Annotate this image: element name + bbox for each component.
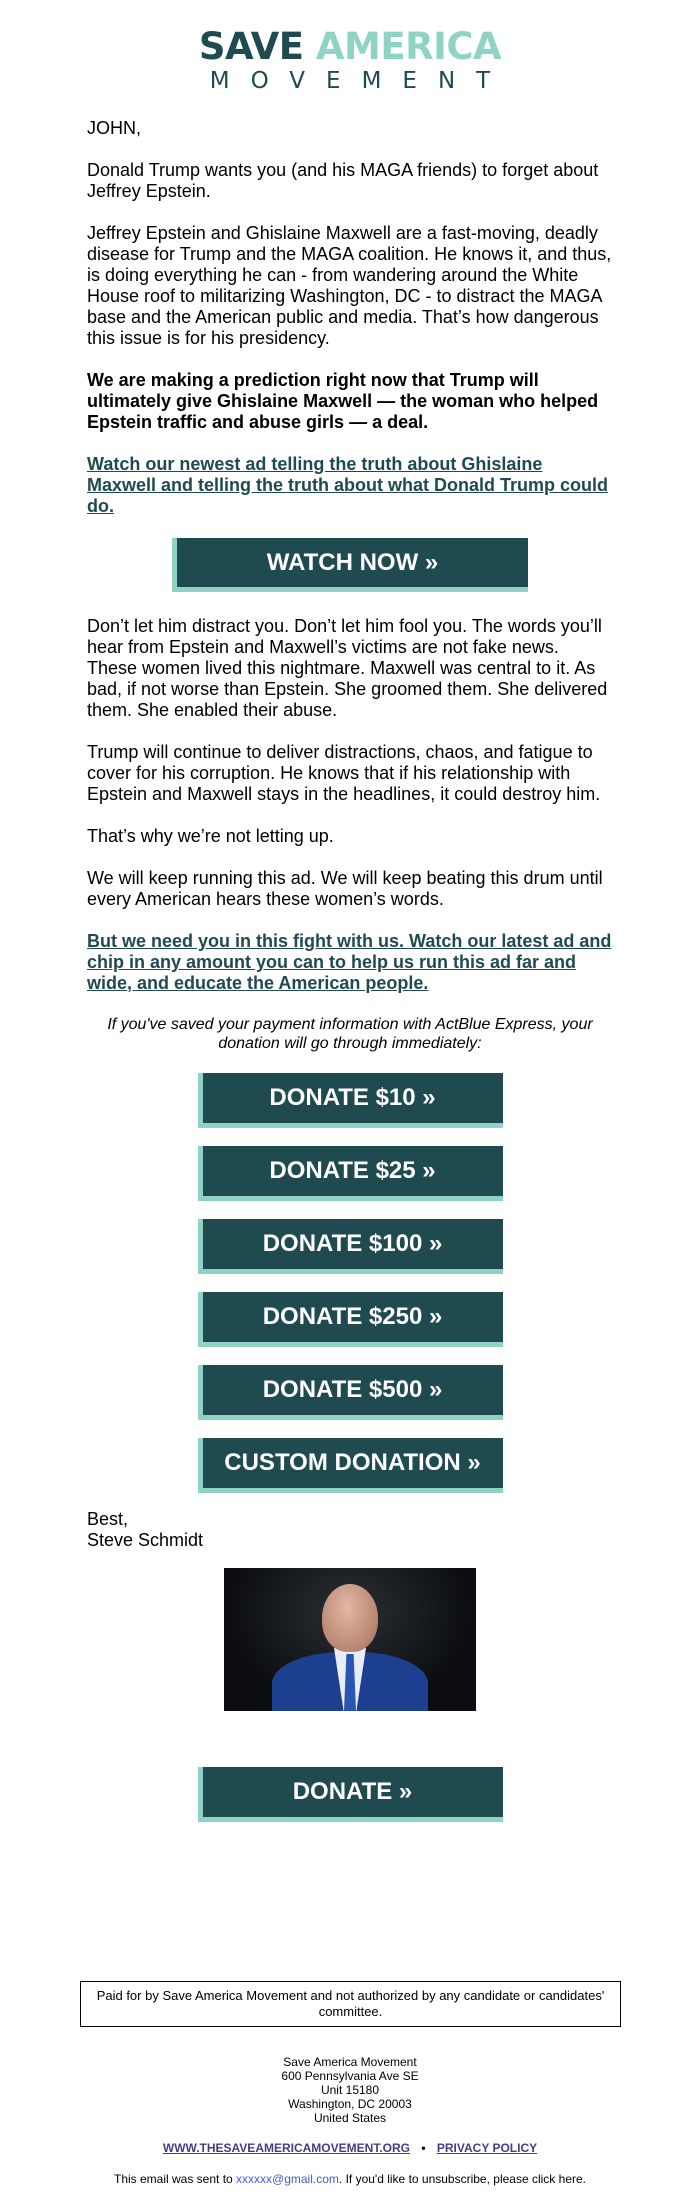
signoff-best: Best, bbox=[87, 1509, 129, 1529]
recipient-email[interactable]: xxxxxx@gmail.com bbox=[236, 2172, 339, 2186]
donate-100-button[interactable]: DONATE $100 » bbox=[198, 1219, 503, 1274]
signer-photo bbox=[224, 1568, 476, 1711]
logo-word-america: AMERICA bbox=[315, 25, 502, 68]
signoff bbox=[87, 1509, 613, 1551]
privacy-policy-link[interactable]: PRIVACY POLICY bbox=[436, 2141, 538, 2155]
actblue-note: If you've saved your payment information with ActBlue Express, your donation will go through immediately: bbox=[107, 1016, 593, 1052]
mailing-address bbox=[0, 2055, 700, 2125]
photo-head bbox=[322, 1584, 378, 1652]
paragraph-7: That’s why we’re not letting up. bbox=[87, 826, 334, 846]
signoff-name: Steve Schmidt bbox=[87, 1530, 204, 1550]
unsubscribe-line bbox=[0, 2172, 700, 2186]
footer-links bbox=[0, 2141, 700, 2155]
custom-donation-button[interactable]: CUSTOM DONATION » bbox=[198, 1438, 503, 1493]
donate-250-button[interactable]: DONATE $250 » bbox=[198, 1292, 503, 1347]
donate-buttons bbox=[87, 1073, 613, 1511]
logo bbox=[0, 27, 700, 93]
donate-25-button[interactable]: DONATE $25 » bbox=[198, 1146, 503, 1201]
watch-now-button[interactable]: WATCH NOW » bbox=[172, 538, 528, 592]
paragraph-5: Don’t let him distract you. Don’t let him fool you. The words you’ll hear from Epstein and Maxwell’s victims are not fake news. These women lived this nightmare. Maxwell was central to it. As bad, if not worse than Epstein. She groomed them. She delivered them. She enabled their abuse. bbox=[87, 616, 608, 720]
watch-button-wrap bbox=[87, 538, 613, 616]
sent-suffix[interactable]: . If you'd like to unsubscribe, please click here. bbox=[338, 2172, 586, 2186]
paragraph-2: Jeffrey Epstein and Ghislaine Maxwell are a fast-moving, deadly disease for Trump and the MAGA coalition. He knows it, and thus, is doing everything he can - from wandering around the White House roof to militarizing Washington, DC - to distract the MAGA base and the American public and media. That’s how dangerous this issue is for his presidency. bbox=[87, 223, 612, 348]
greeting: JOHN, bbox=[87, 118, 141, 138]
paid-for-disclaimer: Paid for by Save America Movement and not authorized by any candidate or candidates' committee. bbox=[80, 1981, 621, 2027]
logo-word-movement: MOVEMENT bbox=[209, 68, 512, 94]
final-donate-wrap bbox=[87, 1767, 613, 1840]
chip-in-link[interactable]: But we need you in this fight with us. Watch our latest ad and chip in any amount you can to help us run this ad far and wide, and educate the American people. bbox=[87, 931, 612, 993]
address-line-2: 600 Pennsylvania Ave SE bbox=[281, 2069, 419, 2083]
donate-500-button[interactable]: DONATE $500 » bbox=[198, 1365, 503, 1420]
logo-wordmark bbox=[0, 27, 700, 67]
address-line-4: Washington, DC 20003 bbox=[288, 2097, 412, 2111]
paragraph-8: We will keep running this ad. We will keep beating this drum until every American hears these women’s words. bbox=[87, 868, 603, 909]
website-link[interactable]: WWW.THESAVEAMERICAMOVEMENT.ORG bbox=[162, 2141, 410, 2155]
paragraph-6: Trump will continue to deliver distractions, chaos, and fatigue to cover for his corruption. He knows that if his relationship with Epstein and Maxwell stays in the headlines, it could destroy him. bbox=[87, 742, 601, 804]
email-body bbox=[87, 118, 613, 1840]
address-line-1: Save America Movement bbox=[283, 2055, 417, 2069]
address-line-3: Unit 15180 bbox=[320, 2083, 380, 2097]
paragraph-prediction: We are making a prediction right now that Trump will ultimately give Ghislaine Maxwell — the woman who helped Epstein traffic and abuse girls — a deal. bbox=[87, 370, 599, 432]
logo-word-save: SAVE bbox=[198, 25, 304, 68]
sent-prefix: This email was sent to bbox=[113, 2172, 237, 2186]
paragraph-1: Donald Trump wants you (and his MAGA friends) to forget about Jeffrey Epstein. bbox=[87, 160, 599, 201]
donate-button[interactable]: DONATE » bbox=[198, 1767, 503, 1822]
address-line-5: United States bbox=[313, 2111, 387, 2125]
watch-ad-link[interactable]: Watch our newest ad telling the truth about Ghislaine Maxwell and telling the truth about what Donald Trump could do. bbox=[87, 454, 609, 516]
link-separator: • bbox=[421, 2141, 426, 2155]
donate-10-button[interactable]: DONATE $10 » bbox=[198, 1073, 503, 1128]
